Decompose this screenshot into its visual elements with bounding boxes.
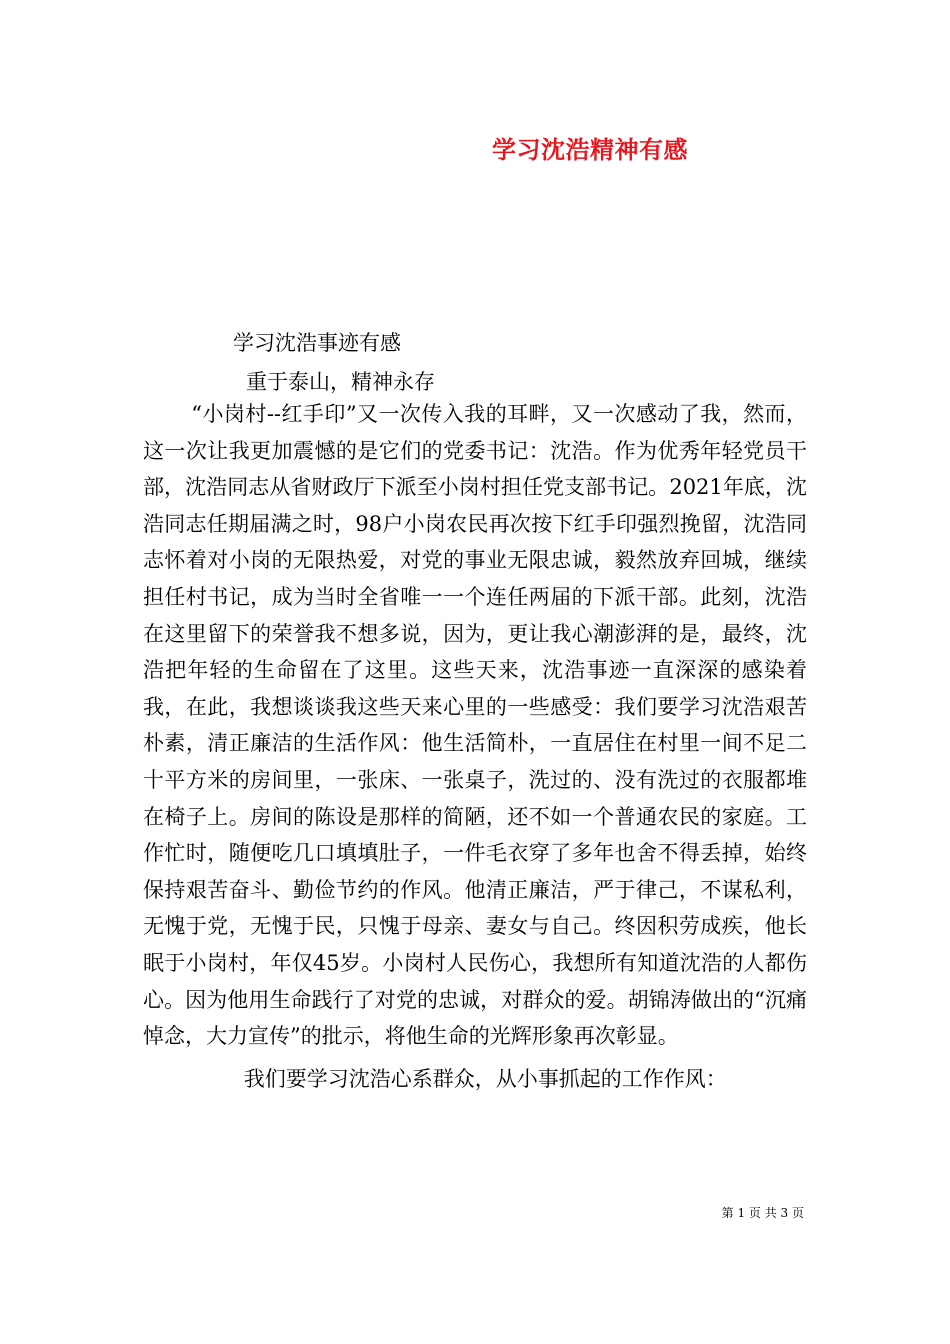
body-paragraph: 我们要学习沈浩心系群众，从小事抓起的工作作风： (243, 1066, 727, 1091)
document-body (143, 396, 807, 1097)
page-number-footer: 第 1 页 共 3 页 (721, 1206, 804, 1220)
document-title: 学习沈浩精神有感 (492, 135, 688, 164)
document-subheading: 重于泰山，精神永存 (246, 370, 435, 394)
document-subtitle: 学习沈浩事迹有感 (233, 331, 401, 355)
body-paragraph: “小岗村--红手印”又一次传入我的耳畔，又一次感动了我，然而，这一次让我更加震憾的是它们的党委书记：沈浩。作为优秀年轻党员干部，沈浩同志从省财政厅下派至小岗村担任党支部书记。2021年底，沈浩同志任期届满之时，98户小岗农民再次按下红手印强烈挽留，沈浩同志怀着对小岗的无限热爱，对党的事业无限忠诚，毅然放弃回城，继续担任村书记，成为当时全省唯一一个连任两届的下派干部。此刻，沈浩在这里留下的荣誉我不想多说，因为，更让我心潮澎湃的是，最终，沈浩把年轻的生命留在了这里。这些天来，沈浩事迹一直深深的感染着我，在此，我想谈谈我这些天来心里的一些感受：我们要学习沈浩艰苦朴素，清正廉洁的生活作风：他生活简朴，一直居住在村里一间不足二十平方米的房间里，一张床、一张桌子，洗过的、没有洗过的衣服都堆在椅子上。房间的陈设是那样的简陋，还不如一个普通农民的家庭。工作忙时，随便吃几口填填肚子，一件毛衣穿了多年也舍不得丢掉，始终保持艰苦奋斗、勤俭节约的作风。他清正廉洁，严于律己，不谋私利，无愧于党，无愧于民，只愧于母亲、妻女与自己。终因积劳成疾，他长眠于小岗村，年仅45岁。小岗村人民伤心，我想所有知道沈浩的人都伤心。因为他用生命践行了对党的忠诚，对群众的爱。胡锦涛做出的“沉痛悼念，大力宣传”的批示，将他生命的光辉形象再次彰显。 (143, 402, 807, 1049)
